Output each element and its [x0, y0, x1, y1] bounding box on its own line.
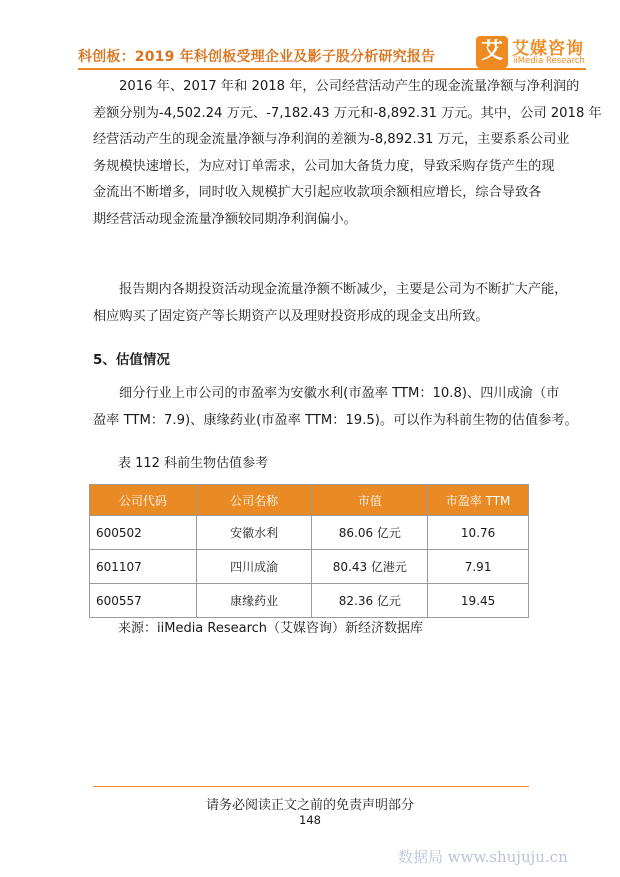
- paragraph-cashflow-investing: [93, 277, 568, 330]
- logo-cn-text: 艾媒咨询: [512, 39, 584, 59]
- paragraph-cashflow-operating: [93, 74, 602, 233]
- text-line: 报告期内各期投资活动现金流量净额不断减少，主要是公司为不断扩大产能，: [119, 282, 568, 297]
- cell-pe-ttm: 19.45: [428, 584, 529, 618]
- cell-company-name: 安徽水利: [196, 516, 312, 550]
- text-line: 2016 年、2017 年和 2018 年，公司经营活动产生的现金流量净额与净利润的: [119, 79, 580, 94]
- cell-company-code: 601107: [90, 550, 197, 584]
- table-source: 来源：iiMedia Research（艾媒咨询）新经济数据库: [118, 621, 424, 636]
- cell-market-cap: 80.43 亿港元: [312, 550, 428, 584]
- column-header: 公司代码: [90, 485, 197, 516]
- cell-market-cap: 86.06 亿元: [312, 516, 428, 550]
- text-line: 相应购买了固定资产等长期资产以及理财投资形成的现金支出所致。: [93, 308, 489, 324]
- report-title: 科创板：2019 年科创板受理企业及影子股分析研究报告: [78, 49, 436, 65]
- table-row: [90, 584, 529, 618]
- cell-pe-ttm: 7.91: [428, 550, 529, 584]
- site-watermark: 数据局 www.shujuju.cn: [398, 848, 568, 866]
- table-row: [90, 550, 529, 584]
- footer-disclaimer: 请务必阅读正文之前的免责声明部分: [205, 798, 414, 813]
- cell-company-name: 四川成渝: [196, 550, 312, 584]
- logo-mark: 艾: [476, 36, 508, 68]
- table-caption: 表 112 科前生物估值参考: [118, 456, 269, 471]
- footer-divider: [93, 786, 529, 787]
- cell-pe-ttm: 10.76: [428, 516, 529, 550]
- paragraph-valuation: [93, 381, 578, 434]
- text-line: 盈率 TTM：7.9)、康缘药业(市盈率 TTM：19.5)。可以作为科前生物的估值参考。: [93, 412, 578, 428]
- section-title-valuation: 5、估值情况: [93, 352, 170, 368]
- table-row: [90, 516, 529, 550]
- text-line: 差额分别为-4,502.24 万元、-7,182.43 万元和-8,892.31 万元。其中，公司 2018 年: [93, 105, 602, 121]
- table-header-row: [90, 485, 529, 516]
- text-line: 期经营活动现金流量净额较同期净利润偏小。: [93, 211, 357, 227]
- page-number: 148: [299, 813, 321, 827]
- text-line: 经营活动产生的现金流量净额与净利润的差额为-8,892.31 万元，主要系系公司业: [93, 132, 570, 147]
- cell-company-code: 600502: [90, 516, 197, 550]
- cell-company-code: 600557: [90, 584, 197, 618]
- text-line: 务规模快速增长，为应对订单需求，公司加大备货力度，导致采购存货产生的现: [93, 158, 555, 174]
- logo-en-text: iiMedia Research: [513, 56, 585, 66]
- cell-market-cap: 82.36 亿元: [312, 584, 428, 618]
- valuation-table: [89, 484, 529, 618]
- text-line: 金流出不断增多，同时收入规模扩大引起应收款项余额相应增长，综合导致各: [93, 185, 542, 200]
- header-divider: [78, 68, 586, 70]
- text-line: 细分行业上市公司的市盈率为安徽水利(市盈率 TTM：10.8)、四川成渝（市: [119, 386, 560, 401]
- column-header: 市值: [312, 485, 428, 516]
- cell-company-name: 康缘药业: [196, 584, 312, 618]
- column-header: 公司名称: [196, 485, 312, 516]
- column-header: 市盈率 TTM: [428, 485, 529, 516]
